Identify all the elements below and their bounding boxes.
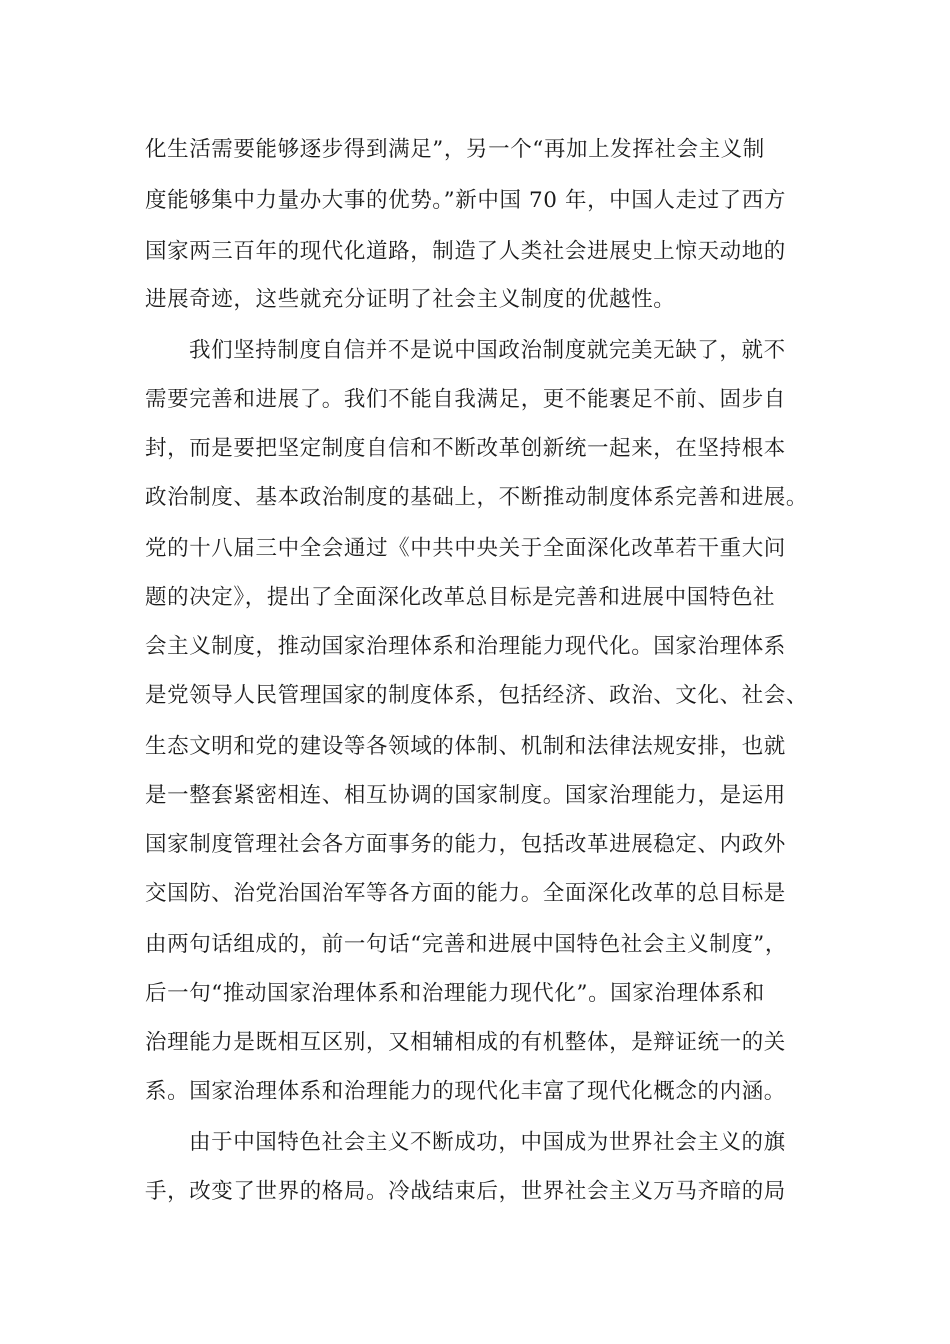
text-line: 党的十八届三中全会通过《中共中央关于全面深化改革若干重大问 xyxy=(145,536,786,561)
text-line: 手，改变了世界的格局。冷战结束后，世界社会主义万马齐暗的局 xyxy=(145,1179,786,1204)
text-line: 是党领导人民管理国家的制度体系，包括经济、政治、文化、社会、 xyxy=(145,683,809,708)
text-line: 化生活需要能够逐步得到满足”，另一个“再加上发挥社会主义制 xyxy=(145,137,765,162)
text-line: 会主义制度，推动国家治理体系和治理能力现代化。国家治理体系 xyxy=(145,634,786,659)
text-line: 题的决定》，提出了全面深化改革总目标是完善和进展中国特色社 xyxy=(145,585,776,610)
text-line: 治理能力是既相互区别，又相辅相成的有机整体，是辩证统一的关 xyxy=(145,1030,786,1055)
text-line: 生态文明和党的建设等各领域的体制、机制和法律法规安排，也就 xyxy=(145,734,786,759)
text-line: 后一句“推动国家治理体系和治理能力现代化”。国家治理体系和 xyxy=(145,981,765,1006)
text-line: 系。国家治理体系和治理能力的现代化丰富了现代化概念的内涵。 xyxy=(145,1079,786,1104)
text-line: 进展奇迹，这些就充分证明了社会主义制度的优越性。 xyxy=(145,287,676,312)
text-line: 由两句话组成的，前一句话“完善和进展中国特色社会主义制度”， xyxy=(145,932,787,957)
text-line: 封，而是要把坚定制度自信和不断改革创新统一起来，在坚持根本 xyxy=(145,436,786,461)
text-line: 政治制度、基本政治制度的基础上，不断推动制度体系完善和进展。 xyxy=(145,485,809,510)
text-line: 由于中国特色社会主义不断成功，中国成为世界社会主义的旗 xyxy=(189,1130,786,1155)
text-line: 交国防、治党治国治军等各方面的能力。全面深化改革的总目标是 xyxy=(145,881,786,906)
text-line: 国家两三百年的现代化道路，制造了人类社会进展史上惊天动地的 xyxy=(145,239,786,264)
text-line: 度能够集中力量办大事的优势。”新中国 70 年，中国人走过了西方 xyxy=(145,188,786,213)
text-line: 我们坚持制度自信并不是说中国政治制度就完美无缺了，就不 xyxy=(189,338,786,363)
text-line: 需要完善和进展了。我们不能自我满足，更不能裹足不前、固步自 xyxy=(145,387,786,412)
text-line: 是一整套紧密相连、相互协调的国家制度。国家治理能力，是运用 xyxy=(145,783,786,808)
text-line: 国家制度管理社会各方面事务的能力，包括改革进展稳定、内政外 xyxy=(145,832,786,857)
